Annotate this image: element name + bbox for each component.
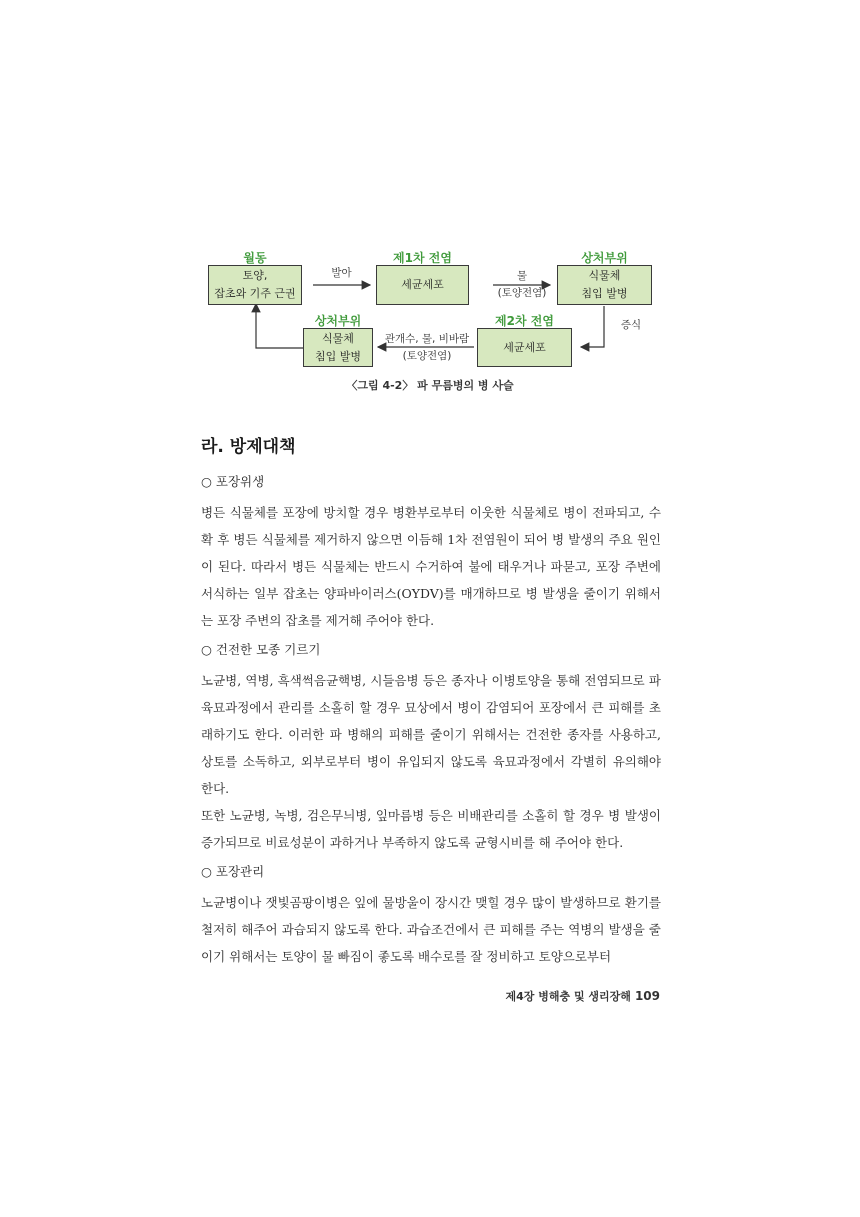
paragraph-field-sanitation: 병든 식물체를 포장에 방치할 경우 병환부로부터 이웃한 식물체로 병이 전파되고, 수확 후 병든 식물체를 제거하지 않으면 이듬해 1차 전염원이 되어 병 발생의 주요 원인이 된다. 따라서 병든 식물체는 반드시 수거하여 불에 태우거나 파묻고, 포장 주변에 서식하는 일부 잡초는 양파바이러스(OYDV)를 매개하므로 병 발생을 줄이기 위해서는 포장 주변의 잡초를 제거해 주어야 한다. xyxy=(201,505,661,628)
control-measures-section xyxy=(201,432,661,974)
node-wound-top xyxy=(557,265,652,305)
subsection-heading-field-management: ○ 포장관리 xyxy=(201,864,265,879)
edge-germination-label xyxy=(313,265,370,282)
disease-chain-diagram xyxy=(0,0,860,400)
node-overwinter-title: 월동 xyxy=(243,251,267,265)
paragraph-healthy-seedlings-2: 또한 노균병, 녹병, 검은무늬병, 잎마름병 등은 비배관리를 소홀히 할 경우 병 발생이 증가되므로 비료성분이 과하거나 부족하지 않도록 균형시비를 해 주어야 한다. xyxy=(201,808,661,850)
edge-irrigation-subtext: (토양전염) xyxy=(402,350,452,362)
edge-irrigation-text: 관개수, 물, 비바람 xyxy=(384,333,470,345)
edge-germination-text: 발아 xyxy=(331,267,352,279)
edge-water-label xyxy=(480,268,564,302)
node-secondary-infection-line-1: 세균세포 xyxy=(503,340,546,354)
edge-irrigation-label xyxy=(380,331,474,365)
node-overwinter xyxy=(208,265,302,305)
node-wound-bottom-line-2: 침입 발병 xyxy=(314,349,361,363)
edge-multiplication-text: 증식 xyxy=(620,319,642,331)
node-wound-bottom-title: 상처부위 xyxy=(314,314,362,328)
paragraph-field-management: 노균병이나 잿빛곰팡이병은 잎에 물방울이 장시간 맺힐 경우 많이 발생하므로 환기를 철저히 해주어 과습되지 않도록 한다. 과습조건에서 큰 피해를 주는 역병의 발생을 줄이기 위해서는 토양이 물 빠짐이 좋도록 배수로를 잘 정비하고 토양으로부터 xyxy=(201,895,661,964)
node-wound-top-line-2: 침입 발병 xyxy=(581,287,628,300)
edge-water-text: 물 xyxy=(516,270,528,282)
edge-multiplication-label xyxy=(613,317,649,334)
arrow-wound-to-overwinter xyxy=(256,304,303,348)
subsection-heading-field-sanitation: ○ 포장위생 xyxy=(201,474,265,489)
page-footer xyxy=(506,988,660,1004)
figure-caption: 〈그림 4-2〉 파 무름병의 병 사슬 xyxy=(346,379,514,392)
paragraph-healthy-seedlings-1: 노균병, 역병, 흑색썩음균핵병, 시들음병 등은 종자나 이병토양을 통해 전염되므로 파 육묘과정에서 관리를 소홀히 할 경우 묘상에서 병이 감염되어 포장에서 큰 피해를 초래하기도 한다. 이러한 파 병해의 피해를 줄이기 위해서는 건전한 종자를 사용하고, 상토를 소독하고, 외부로부터 병이 유입되지 않도록 육묘과정에서 각별히 유의해야 한다. xyxy=(201,673,661,796)
node-wound-top-title: 상처부위 xyxy=(581,251,628,265)
node-wound-top-line-1: 식물체 xyxy=(588,269,621,282)
arrow-wound-to-secondary xyxy=(581,306,604,347)
node-wound-bottom-line-1: 식물체 xyxy=(322,331,354,345)
node-secondary-infection xyxy=(477,328,572,367)
node-overwinter-line-1: 토양, xyxy=(242,269,268,282)
section-title: 라. 방제대책 xyxy=(201,437,296,457)
node-wound-bottom xyxy=(303,328,373,367)
page-number: 109 xyxy=(634,989,660,1003)
node-overwinter-line-2: 잡초와 기주 근권 xyxy=(214,287,296,300)
footer-chapter: 제4장 병해충 및 생리장해 xyxy=(505,990,631,1003)
node-primary-infection-line-1: 세균세포 xyxy=(401,278,444,291)
subsection-heading-healthy-seedlings: ○ 건전한 모종 기르기 xyxy=(201,642,321,657)
edge-water-subtext: (토양전염) xyxy=(497,287,547,299)
node-primary-infection-title: 제1차 전염 xyxy=(393,251,452,265)
node-primary-infection xyxy=(376,265,469,305)
node-secondary-infection-title: 제2차 전염 xyxy=(495,314,554,328)
